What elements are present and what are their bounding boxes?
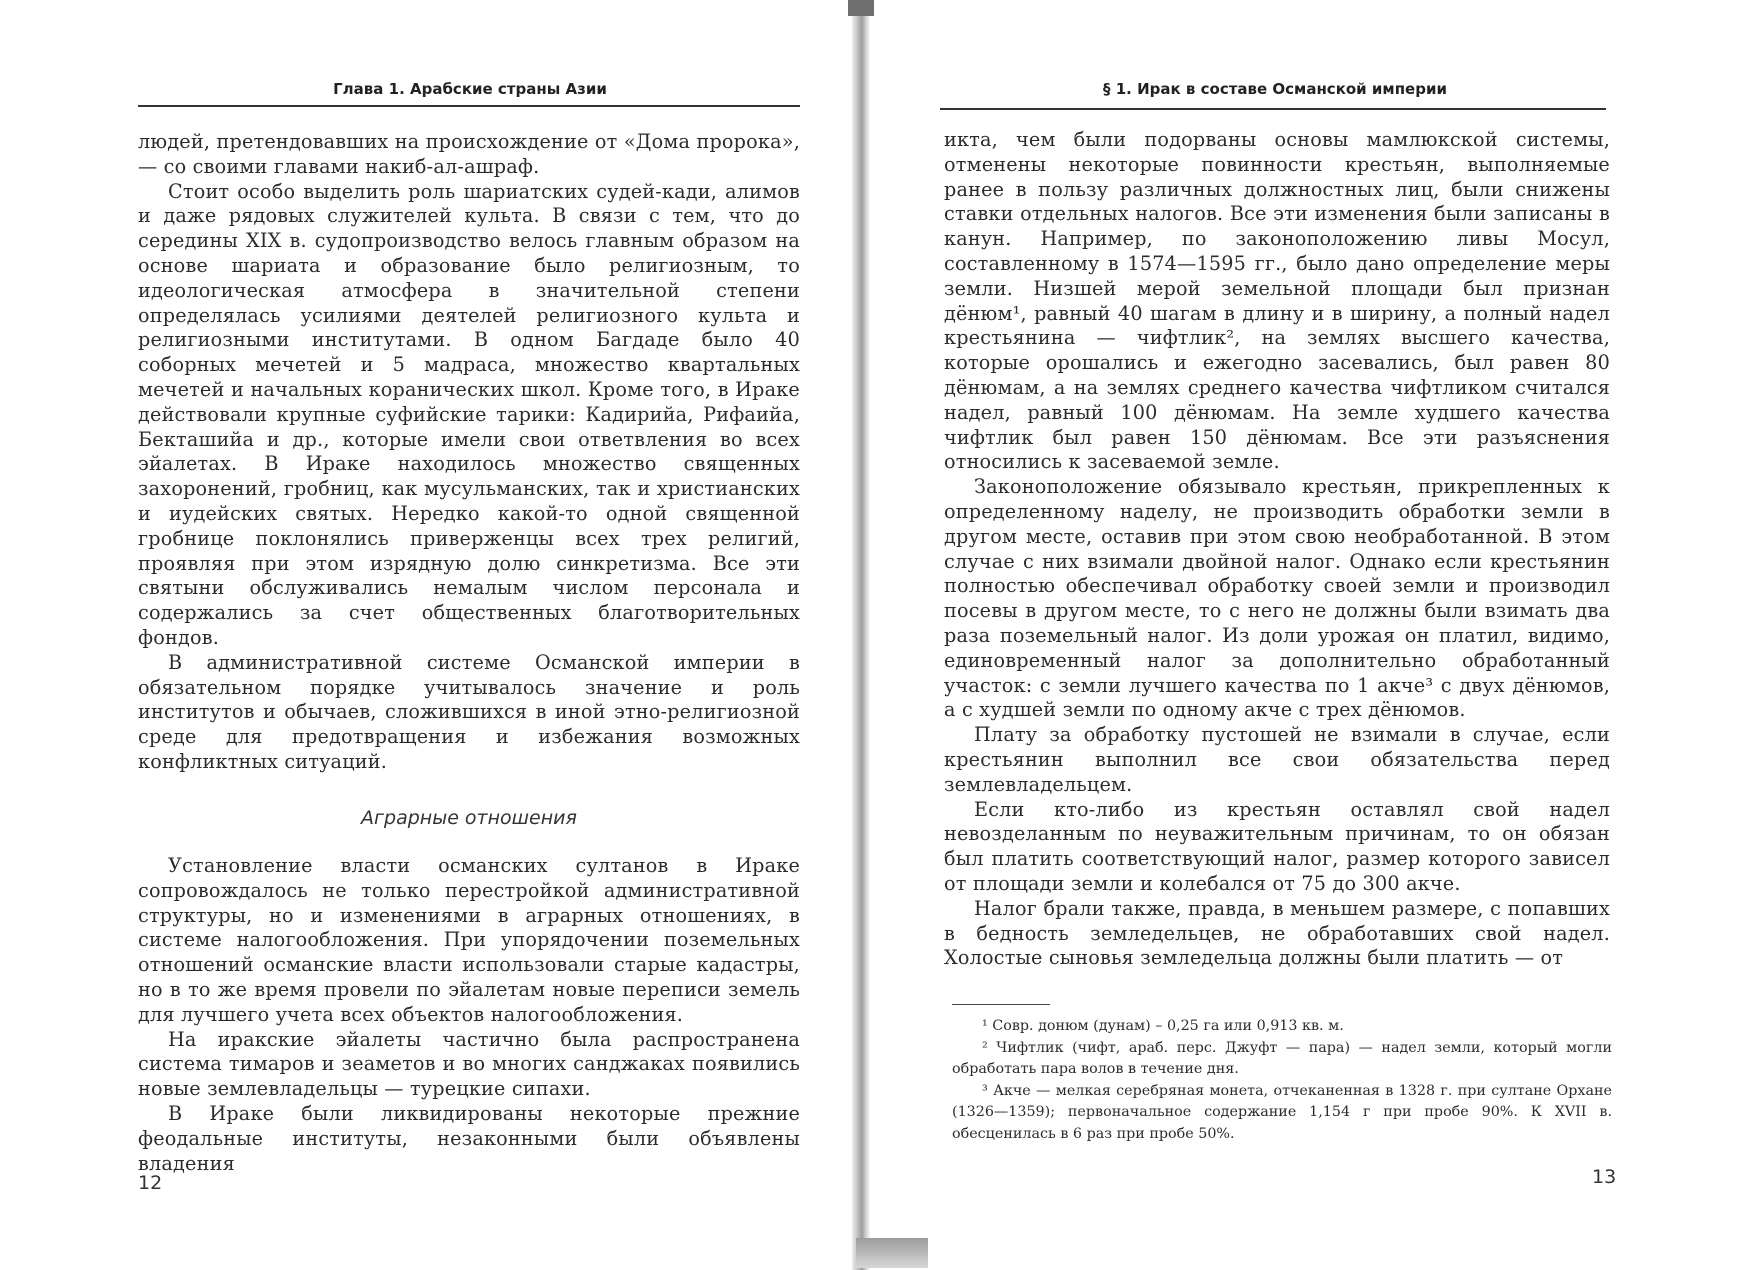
paragraph: На иракские эйалеты частично была распространена система тимаров и зеаметов и во многих санджаках появились новые землевладельцы — турецкие сипахи. <box>138 1027 800 1101</box>
paragraph: икта, чем были подорваны основы мамлюкской системы, отменены некоторые повинности крестьян, выполняемые ранее в пользу различных должностных лиц, были снижены ставки отдельных налогов. Все эти изменения были записаны в канун. Например, по законоположению ливы Мосул, составленному в 1574—1595 гг., было дано определение меры земли. Низшей мерой земельной площади был признан дёнюм¹, равный 40 шагам в длину и в ширину, а полный надел крестьянина — чифтлик², на землях высшего качества, которые орошались и ежегодно засевались, был равен 80 дёнюмам, а на землях среднего качества чифтликом считался надел, равный 100 дёнюмам. На земле худшего качества чифтлик был равен 150 дёнюмам. Все эти разъяснения относились к засеваемой земле. <box>944 128 1610 474</box>
paragraph: Плату за обработку пустошей не взимали в случае, если крестьянин выполнил все свои обязательства перед землевладельцем. <box>944 723 1610 796</box>
paragraph: В Ираке были ликвидированы некоторые прежние феодальные институты, незаконными были объявлены владения <box>138 1101 800 1175</box>
running-head-left: Глава 1. Арабские страны Азии <box>333 80 607 98</box>
footnotes <box>952 1016 1612 1145</box>
paragraph: Стоит особо выделить роль шариатских судей-кади, алимов и даже рядовых служителей культа. В связи с тем, что до середины XIX в. судопроизводство велось главным образом на основе шариата и образование было религиозным, то идеологическая атмосфера в значительной степени определялась усилиями деятелей религиозного культа и религиозными институтами. В одном Багдаде было 40 соборных мечетей и 5 мадраса, множество квартальных мечетей и начальных коранических школ. Кроме того, в Ираке действовали крупные суфийские тарики: Кадирийа, Рифаийа, Бекташийа и др., которые имели свои ответвления во всех эйалетах. В Ираке находилось множество священных захоронений, гробниц, как мусульманских, так и христианских и иудейских святых. Нередко какой-то одной священной гробнице поклонялись приверженцы всех трех религий, проявляя при этом изрядную долю синкретизма. Все эти святыни обслуживались немалым числом персонала и содержались за счет общественных благотворительных фондов. <box>138 179 800 649</box>
right-page <box>860 0 1750 1270</box>
paragraph: Законоположение обязывало крестьян, прикрепленных к определенному наделу, не производить обработки земли в другом месте, оставив при этом свою необработанной. В этом случае с них взимали двойной налог. Однако если крестьянин полностью обеспечивал обработку своей земли и производил посевы в другом месте, то с него не должны были взимать два раза поземельный налог. Из доли урожая он платил, видимо, единовременный налог за дополнительно обработанный участок: с земли лучшего качества по 1 акче³ с двух дёнюмов, а с худшей земли по одному акче с трех дёнюмов. <box>944 475 1610 722</box>
header-rule-left <box>138 105 800 107</box>
paragraph: Установление власти османских султанов в Ираке сопровождалось не только перестройкой административной структуры, но и изменениями в аграрных отношениях, в системе налогообложения. При упорядочении поземельных отношений османские власти использовали старые кадастры, но в то же время провели по эйалетам новые переписи земель для лучшего учета всех объектов налогообложения. <box>138 854 800 1026</box>
section-title: Аграрные отношения <box>361 807 577 829</box>
paragraph: В административной системе Османской империи в обязательном порядке учитывалось значение и роль институтов и обычаев, сложившихся в иной этно-религиозной среде для предотвращения и избежания возможных конфликтных ситуаций. <box>138 650 800 773</box>
page-number-right: 13 <box>1592 1166 1617 1188</box>
footnote: ² Чифтлик (чифт, араб. перс. Джуфт — пара) — надел земли, который могли обработать пара волов в течение дня. <box>952 1039 1612 1077</box>
running-head-right: § 1. Ирак в составе Османской империи <box>1103 80 1447 98</box>
footnote-rule <box>952 1004 1050 1005</box>
footnote: ³ Акче — мелкая серебряная монета, отчеканенная в 1328 г. при султане Орхане (1326—1359); первоначальное содержание 1,154 г при пробе 90%. К XVII в. обесценилась в 6 раз при пробе 50%. <box>952 1082 1612 1142</box>
paragraph: Налог брали также, правда, в меньшем размере, с попавших в бедность земледельцев, не обработавших свой надел. Холостые сыновья земледельца должны были платить — от <box>944 896 1610 970</box>
paragraph: Если кто-либо из крестьян оставлял свой надел невозделанным по неуважительным причинам, то он обязан был платить соответствующий налог, размер которого зависел от площади земли и колебался от 75 до 300 акче. <box>944 797 1610 895</box>
left-page <box>0 0 860 1270</box>
page-number-left: 12 <box>138 1172 163 1194</box>
left-body-top <box>138 130 800 775</box>
paragraph: людей, претендовавших на происхождение от «Дома пророка», — со своими главами накиб-ал-ашраф. <box>138 130 800 178</box>
footnote: ¹ Совр. донюм (дунам) – 0,25 га или 0,913 кв. м. <box>982 1018 1344 1034</box>
right-body <box>944 128 1610 971</box>
header-rule-right <box>940 108 1606 110</box>
left-body-bottom <box>138 854 800 1176</box>
